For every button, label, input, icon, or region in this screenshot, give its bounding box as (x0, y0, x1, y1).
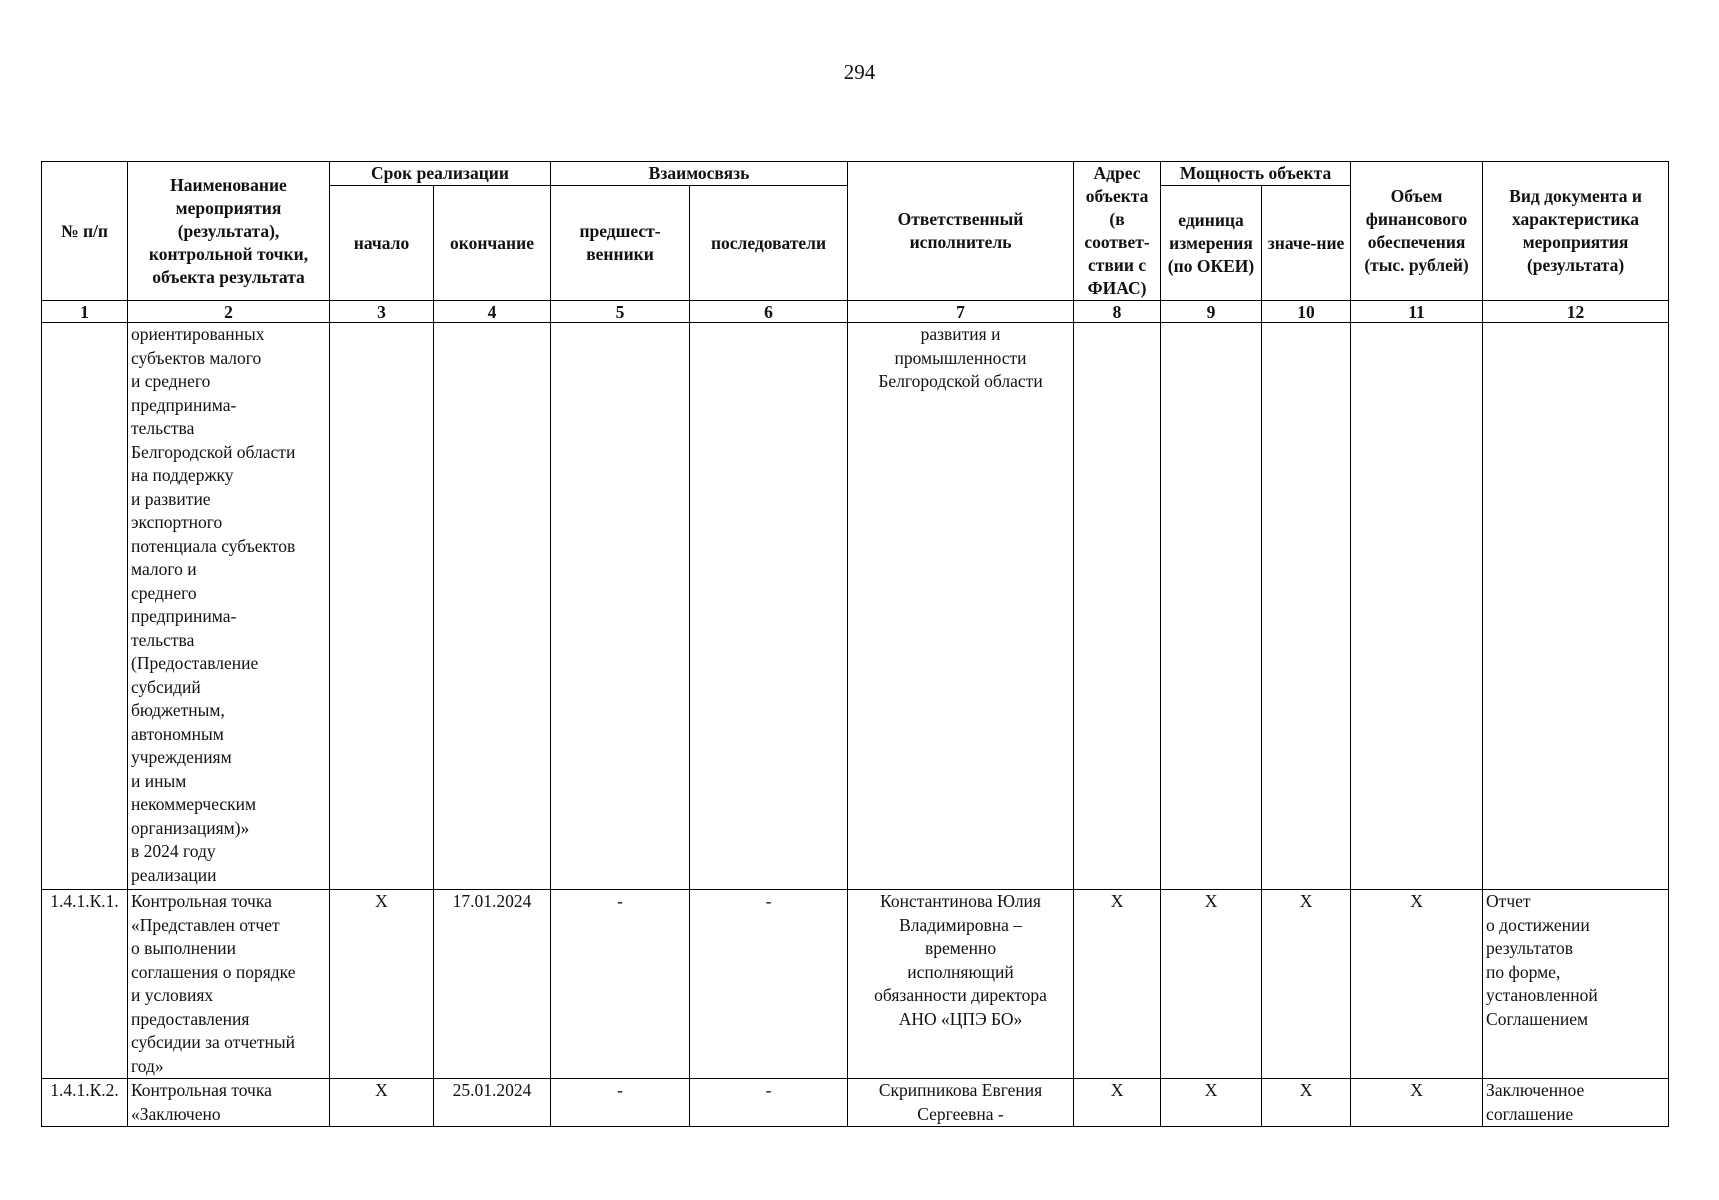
column-number: 12 (1483, 301, 1669, 323)
row-predecessors (551, 323, 690, 890)
header-num: № п/п (42, 162, 128, 301)
row-name: Контрольная точка «Представлен отчет о выполнении соглашения о порядке и условиях предоставления субсидии за отчетный год» (128, 890, 330, 1079)
row-name: ориентированных субъектов малого и среднего предпринима- тельства Белгородской области на поддержку и развитие экспортного потенциала субъектов малого и среднего предпринима- тельства (Предоставление субсидий бюджетным, автономным учреждениям и иным некоммерческим организациям)» в 2024 году реализации (128, 323, 330, 890)
row-end: 17.01.2024 (434, 890, 551, 1079)
header-row-groups (42, 162, 1669, 186)
header-name: Наименование мероприятия (результата), контрольной точки, объекта результата (128, 162, 330, 301)
header-value: значе-ние (1262, 186, 1351, 301)
column-number: 2 (128, 301, 330, 323)
row-successors: - (690, 1079, 848, 1127)
plan-table (41, 161, 1669, 1127)
table-row (42, 1079, 1669, 1127)
column-number: 6 (690, 301, 848, 323)
row-predecessors: - (551, 890, 690, 1079)
header-group-term: Срок реализации (330, 162, 551, 186)
column-number: 3 (330, 301, 434, 323)
header-doc: Вид документа и характеристика мероприятия (результата) (1483, 162, 1669, 301)
column-number: 1 (42, 301, 128, 323)
page-number: 294 (843, 60, 876, 84)
row-unit: X (1161, 1079, 1262, 1127)
row-value: X (1262, 890, 1351, 1079)
column-number: 11 (1351, 301, 1483, 323)
row-successors (690, 323, 848, 890)
table-row (42, 323, 1669, 890)
header-responsible: Ответственный исполнитель (848, 162, 1074, 301)
row-start: X (330, 890, 434, 1079)
row-finance: X (1351, 890, 1483, 1079)
row-responsible: развития и промышленности Белгородской области (848, 323, 1074, 890)
row-start (330, 323, 434, 890)
row-doc: Отчет о достижении результатов по форме, установленной Соглашением (1483, 890, 1669, 1079)
row-finance (1351, 323, 1483, 890)
column-number-row (42, 301, 1669, 323)
column-number: 7 (848, 301, 1074, 323)
row-value: X (1262, 1079, 1351, 1127)
header-address: Адрес объекта (в соответ-ствии с ФИАС) (1074, 162, 1161, 301)
header-group-power: Мощность объекта (1161, 162, 1351, 186)
column-number: 8 (1074, 301, 1161, 323)
column-number: 9 (1161, 301, 1262, 323)
row-start: X (330, 1079, 434, 1127)
row-num (42, 323, 128, 890)
row-predecessors: - (551, 1079, 690, 1127)
row-address (1074, 323, 1161, 890)
row-name: Контрольная точка «Заключено (128, 1079, 330, 1127)
row-address: X (1074, 890, 1161, 1079)
row-doc: Заключенное соглашение (1483, 1079, 1669, 1127)
row-value (1262, 323, 1351, 890)
row-responsible: Скрипникова Евгения Сергеевна - (848, 1079, 1074, 1127)
row-num: 1.4.1.К.1. (42, 890, 128, 1079)
header-start: начало (330, 186, 434, 301)
header-successors: последователи (690, 186, 848, 301)
header-predecessors: предшест-венники (551, 186, 690, 301)
table-row (42, 890, 1669, 1079)
column-number: 5 (551, 301, 690, 323)
row-unit (1161, 323, 1262, 890)
column-number: 4 (434, 301, 551, 323)
row-unit: X (1161, 890, 1262, 1079)
header-unit: единица измерения (по ОКЕИ) (1161, 186, 1262, 301)
row-successors: - (690, 890, 848, 1079)
row-responsible: Константинова Юлия Владимировна – временно исполняющий обязанности директора АНО «ЦПЭ БО» (848, 890, 1074, 1079)
column-number: 10 (1262, 301, 1351, 323)
header-end: окончание (434, 186, 551, 301)
header-finance: Объем финансового обеспечения (тыс. рублей) (1351, 162, 1483, 301)
row-end: 25.01.2024 (434, 1079, 551, 1127)
row-doc (1483, 323, 1669, 890)
row-end (434, 323, 551, 890)
header-group-link: Взаимосвязь (551, 162, 848, 186)
row-finance: X (1351, 1079, 1483, 1127)
row-num: 1.4.1.К.2. (42, 1079, 128, 1127)
row-address: X (1074, 1079, 1161, 1127)
